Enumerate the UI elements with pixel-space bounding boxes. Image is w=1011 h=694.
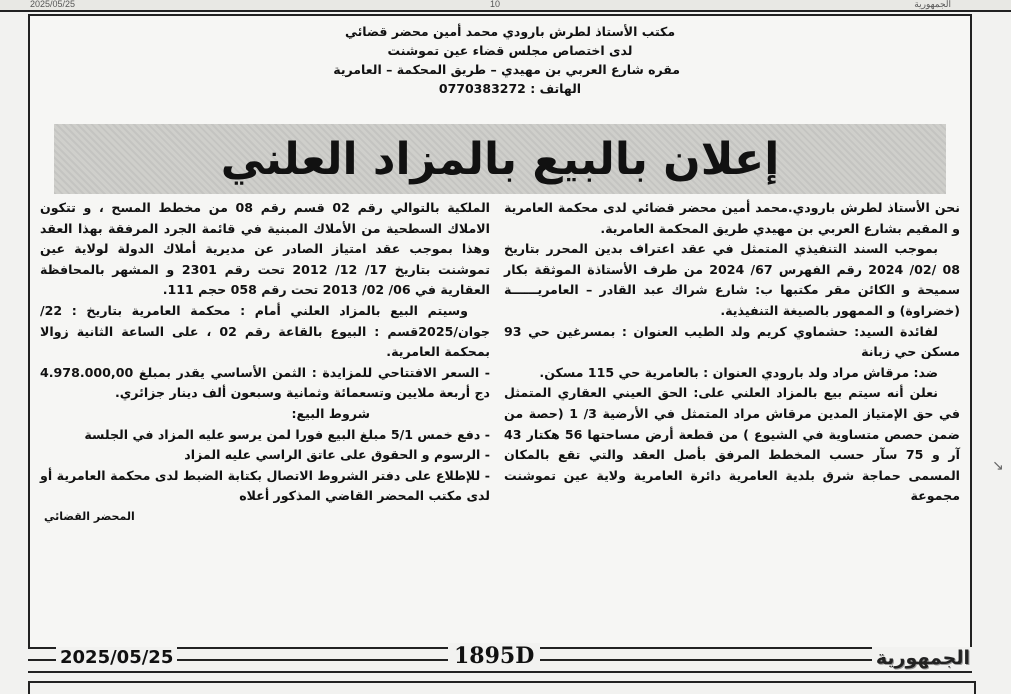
debtor: ضد: مرقاش مراد ولد بارودي العنوان : بالعامرية حي 115 مسكن. [539, 364, 938, 380]
footer-brand-logo: الجمهورية [872, 647, 974, 669]
sale-condition-payment: - دفع خمس 5/1 مبلغ البيع فورا لمن يرسو عليه المزاد في الجلسة [84, 426, 490, 442]
announcement-frame [28, 14, 972, 649]
office-phone: الهاتف : 0770383272 [438, 81, 582, 96]
signature: المحضر القضائي [44, 509, 135, 523]
property-registration: الملكية بالتوالي رقم 02 قسم رقم 08 من مخطط المسح ، و تتكون الاملاك السطحية من الأملاك المبنية في قائمة الجرد المرفقة بهذا العقد وهذا بموجب عقد امتياز الصادر عن مديرية أملاك الدولة لولاية عين تموشنت بتاريخ 17/ 12/ 2012 تحت رقم 2301 و المشهر بالمحافظة العقارية في 06/ 02/ 2013 تحت رقم 058 حجم 111. [40, 200, 490, 298]
office-jurisdiction: لدى اختصاص مجلس قضاء عين تموشنت [387, 43, 633, 58]
page-footer [28, 643, 972, 673]
right-column [504, 198, 960, 507]
office-address: مقره شارع العربي بن مهيدي – طريق المحكمة – العامرية [333, 62, 680, 77]
office-name: مكتب الأستاذ لطرش بارودي محمد أمين محضر قضائي [344, 24, 676, 39]
left-column [40, 198, 490, 528]
previous-page-number: 10 [490, 0, 501, 9]
sale-conditions-title: شروط البيع: [291, 405, 370, 421]
footer-date: 2025/05/25 [56, 647, 177, 668]
footer-page-code: 1895D [448, 643, 540, 669]
sale-condition-info: - للإطلاع على دفتر الشروط الاتصال بكتابة الضبط لدى محكمة العامرية أو لدى مكتب المحضر القاضي المذكور أعلاه [40, 467, 490, 504]
opening-price: - السعر الافتتاحي للمزايدة : الثمن الأساسي يقدر بمبلغ 4.978.000,00 دج أربعة ملايين وتسعمائة وثمانية وسبعون ألف دينار جزائري. [40, 364, 490, 401]
sale-condition-fees: - الرسوم و الحقوق على عاتق الراسي عليه المزاد [184, 447, 490, 463]
title-banner [54, 124, 946, 194]
bailiff-office-header [333, 22, 680, 98]
announcement-title: إعلان بالبيع بالمزاد العلني [220, 134, 780, 185]
previous-page-brand: الجمهورية [914, 0, 951, 9]
beneficiary: لفائدة السيد: حشماوي كريم ولد الطيب العنوان : بمسرغين حي 93 مسكن حي زبانة [504, 323, 960, 360]
previous-page-date: 2025/05/25 [30, 0, 76, 9]
margin-mark-icon: ↘ [992, 458, 1004, 474]
enforcement-title: بموجب السند التنفيذي المتمثل في عقد اعتراف بدين المحرر بتاريخ 08 /02/ 2024 رقم الفهرس 67/ 2024 من طرف الأستاذة الموثقة بكار سميحة و الكائن مقر مكتبها ب: شارع شراك عبد القادر – العامريــــــة (خضراوة) و الممهور بالصيغة التنفيذية. [504, 241, 960, 318]
previous-page-strip [0, 0, 1011, 12]
property-description: نعلن أنه سيتم بيع بالمزاد العلني على: الحق العيني العقاري المتمثل في حق الإمتياز المدين مرقاش مراد المتمثل في الأرضية 3/ 1 (حصة من ضمن حصص متساوية في الشيوع ) من قطعة أرض مساحتها 56 هكتار 43 آر و 75 سآر حسب المخطط المرفق بأصل العقد والتي تقع بالمكان المسمى حماجة شرق بلدية العامرية دائرة العامرية ولاية عين تموشنت مجموعة [504, 385, 961, 504]
bailiff-intro: نحن الأستاذ لطرش بارودي.محمد أمين محضر قضائي لدى محكمة العامرية و المقيم بشارع العربي بن مهيدي طريق المحكمة العامرية. [504, 200, 960, 236]
next-page-edge [28, 681, 976, 694]
auction-date-place: وسيتم البيع بالمزاد العلني أمام : محكمة العامرية بتاريخ : 22/جوان/2025قسم : البيوع بالقاعة رقم 02 ، على الساعة الثانية زوالا بمحكمة العامرية. [40, 302, 490, 360]
